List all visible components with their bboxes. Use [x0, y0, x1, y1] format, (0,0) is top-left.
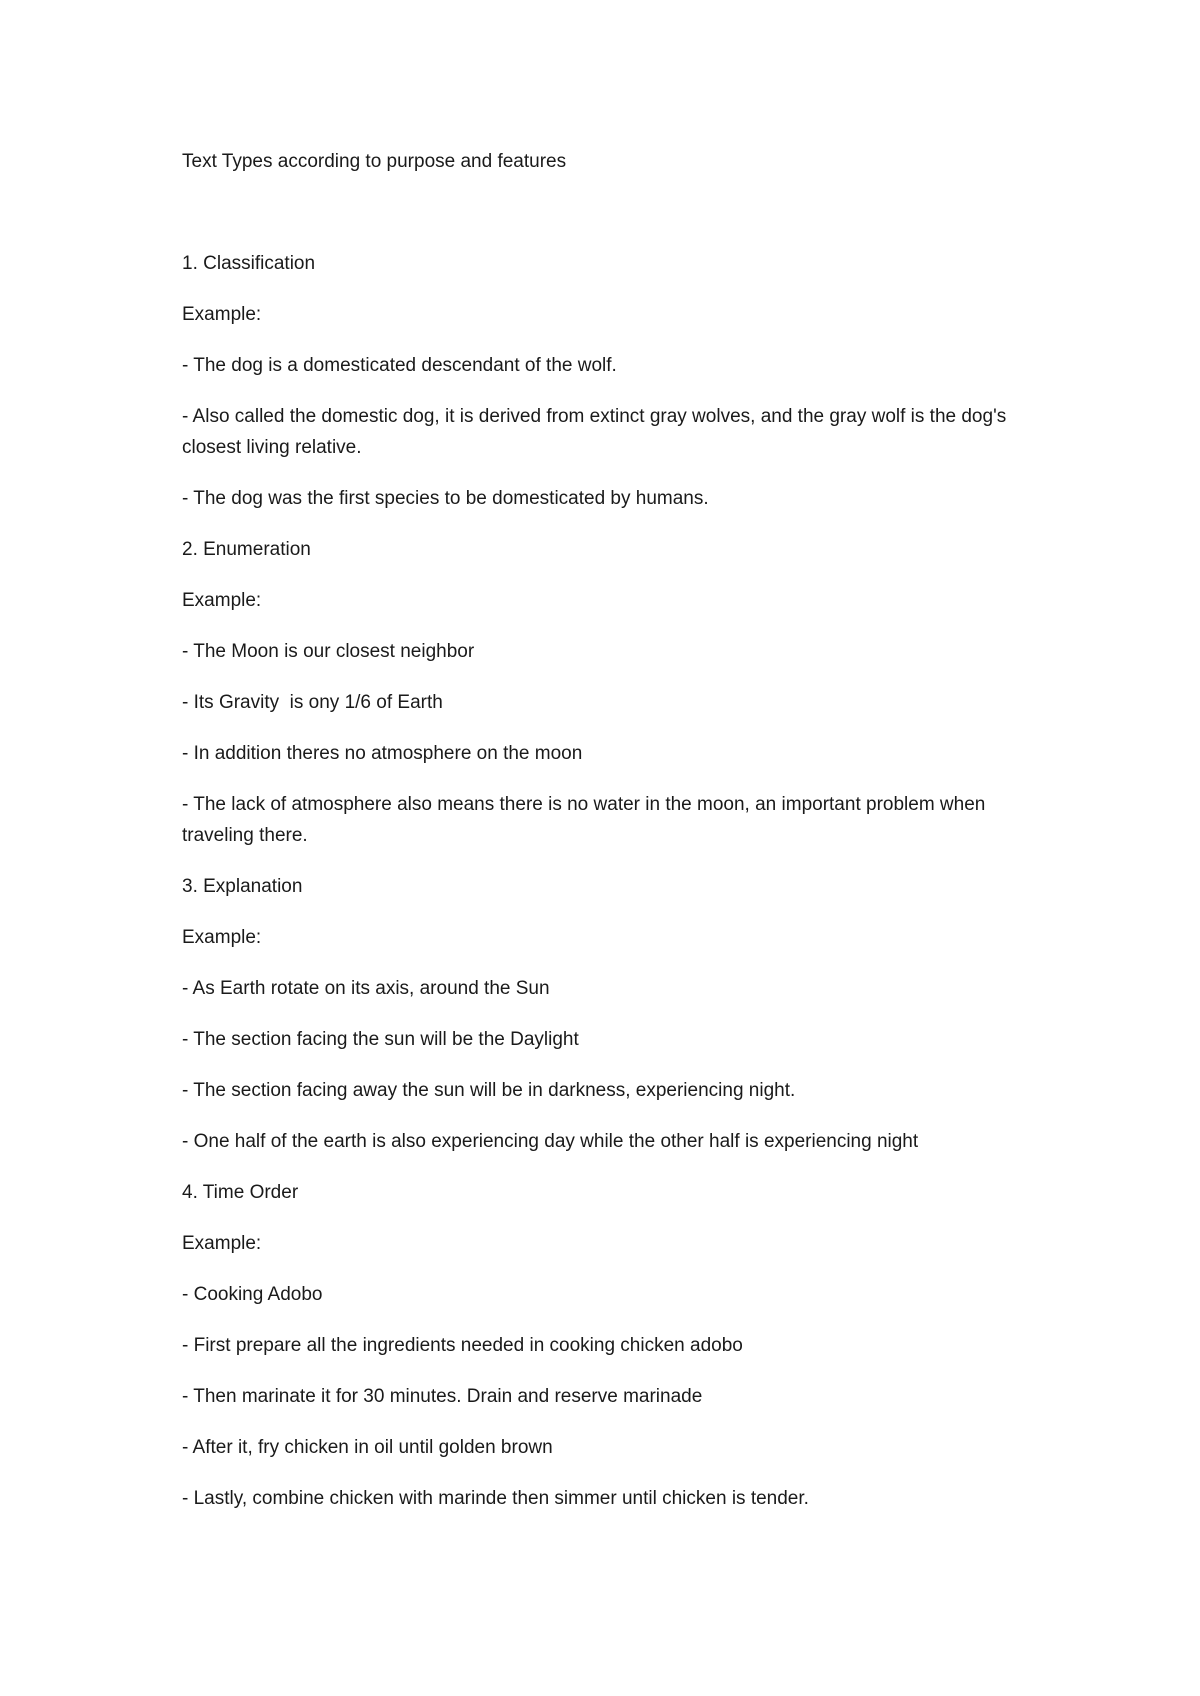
example-label: Example: [182, 927, 262, 948]
section-heading: 3. Explanation [182, 876, 303, 897]
document-title: Text Types according to purpose and features [182, 151, 567, 172]
example-line: - The section facing away the sun will be in darkness, experiencing night. [182, 1080, 796, 1101]
example-label: Example: [182, 304, 262, 325]
example-line: - In addition theres no atmosphere on the moon [182, 743, 583, 764]
example-label: Example: [182, 590, 262, 611]
example-line: - First prepare all the ingredients needed in cooking chicken adobo [182, 1335, 743, 1356]
section-heading: 1. Classification [182, 253, 316, 274]
example-line: - Cooking Adobo [182, 1284, 323, 1305]
example-line: - One half of the earth is also experiencing day while the other half is experiencing night [182, 1131, 919, 1152]
section-heading: 2. Enumeration [182, 539, 311, 560]
example-line: - Also called the domestic dog, it is derived from extinct gray wolves, and the gray wolf is the dog's closest living relative. [182, 406, 1007, 458]
example-line: - The dog was the first species to be domesticated by humans. [182, 488, 709, 509]
example-line: - As Earth rotate on its axis, around the Sun [182, 978, 550, 999]
example-line: - The Moon is our closest neighbor [182, 641, 475, 662]
example-label: Example: [182, 1233, 262, 1254]
document-body [182, 146, 1042, 1534]
example-line: - After it, fry chicken in oil until golden brown [182, 1437, 553, 1458]
section-heading: 4. Time Order [182, 1182, 299, 1203]
example-line: - Lastly, combine chicken with marinde then simmer until chicken is tender. [182, 1488, 809, 1509]
example-line: - The dog is a domesticated descendant of the wolf. [182, 355, 617, 376]
example-line: - The section facing the sun will be the Daylight [182, 1029, 579, 1050]
example-line: - Its Gravity is ony 1/6 of Earth [182, 692, 443, 713]
example-line: - The lack of atmosphere also means there is no water in the moon, an important problem when traveling there. [182, 794, 986, 846]
example-line: - Then marinate it for 30 minutes. Drain and reserve marinade [182, 1386, 703, 1407]
